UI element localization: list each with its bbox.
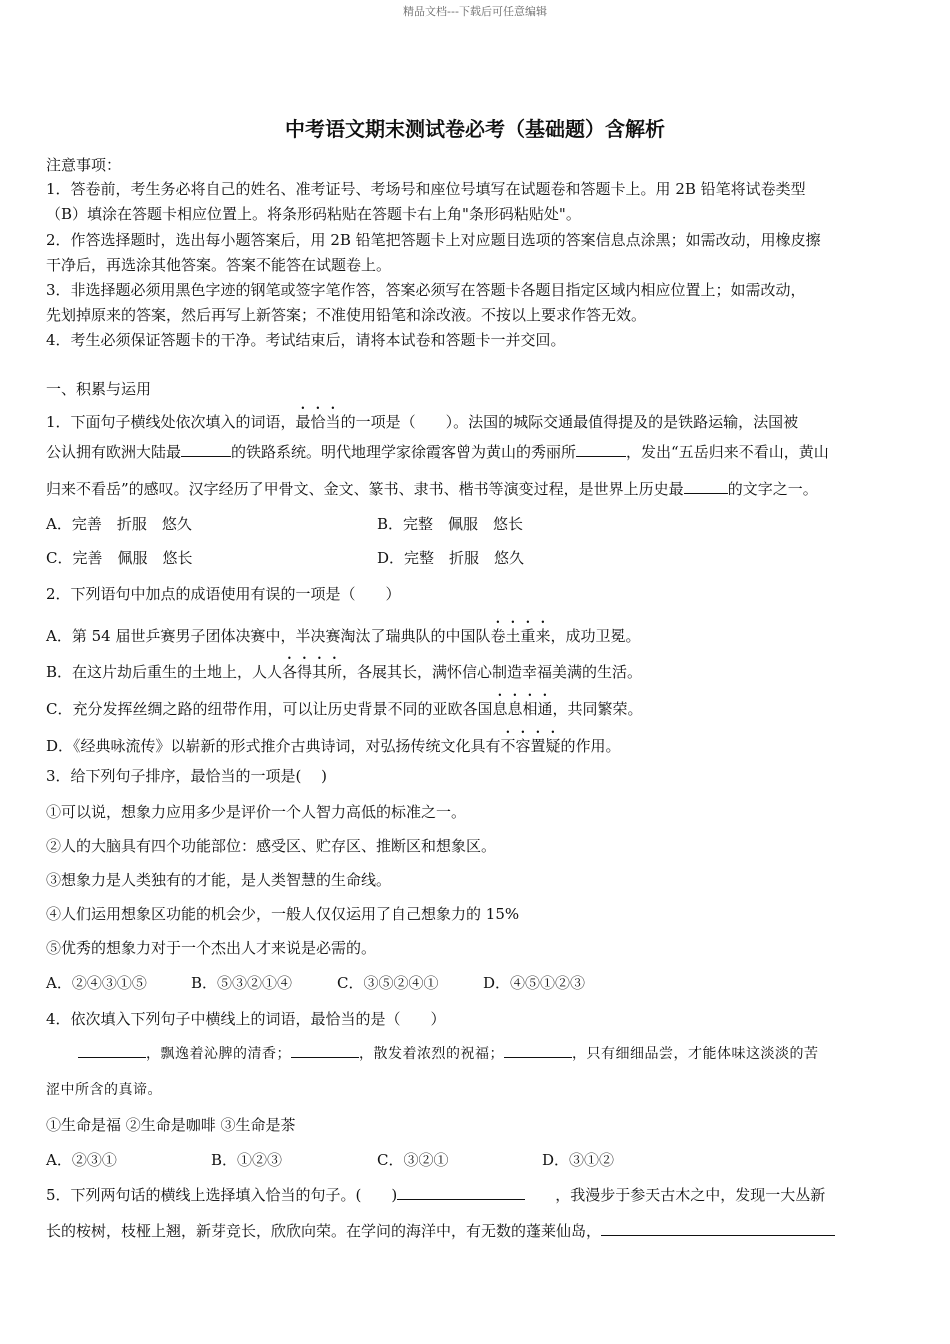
q1-text: 1．下面句子横线处依次填入的词语， — [46, 413, 296, 431]
notice-line-1: 1．答卷前，考生务必将自己的姓名、准考证号、考场号和座位号填写在试题卷和答题卡上。用 2B 铅笔将试卷类型 — [46, 180, 806, 198]
q4-items: ①生命是福 ②生命是咖啡 ③生命是茶 — [46, 1116, 296, 1134]
answer-blank — [291, 1043, 359, 1058]
answer-blank — [78, 1043, 146, 1058]
q4-passage-line-1 — [78, 1043, 819, 1063]
q3-sentence-5: ⑤优秀的想象力对于一个杰出人才来说是必需的。 — [46, 939, 377, 957]
q2-emphasis: 各得其所 — [282, 663, 343, 681]
notice-line-7: 4．考生必须保证答题卡的干净。考试结束后，请将本试卷和答题卡一并交回。 — [46, 331, 566, 349]
notice-line-5: 3．非选择题必须用黑色字迹的钢笔或签字笔作答，答案必须写在答题卡各题目指定区域内相应位置上；如需改动， — [46, 281, 806, 299]
q2-text: C．充分发挥丝绸之路的纽带作用，可以让历史背景不同的亚欧各国 — [46, 700, 493, 718]
q4-stem: 4．依次填入下列句子中横线上的词语，最恰当的是（ ） — [46, 1010, 446, 1028]
q4-option-c: C．③②① — [377, 1151, 449, 1169]
q1-emphasis: 最恰当 — [295, 413, 341, 431]
q1-text: 的一项是（ ）。法国的城际交通最值得提及的是铁路运输，法国被 — [340, 413, 799, 431]
notice-line-4: 干净后，再选涂其他答案。答案不能答在试题卷上。 — [46, 256, 392, 274]
q1-option-b: B．完整 佩服 悠长 — [377, 515, 524, 533]
q2-text: ，共同繁荣。 — [552, 700, 643, 718]
q2-text: D．《经典咏流传》以崭新的形式推介古典诗词，对弘扬传统文化具有 — [46, 737, 501, 755]
q1-option-d: D．完整 折服 悠久 — [377, 549, 525, 567]
q1-line-1 — [46, 404, 798, 432]
notice-heading: 注意事项： — [46, 156, 122, 174]
q1-option-a: A．完善 折服 悠久 — [46, 515, 192, 533]
notice-line-6: 先划掉原来的答案，然后再写上新答案；不准使用铅笔和涂改液。不按以上要求作答无效。 — [46, 306, 647, 324]
q3-option-a: A．②④③①⑤ — [46, 974, 147, 992]
notice-line-3: 2．作答选择题时，选出每小题答案后，用 2B 铅笔把答题卡上对应题目选项的答案信息点涂黑；如需改动，用橡皮擦 — [46, 231, 821, 249]
q2-stem: 2．下列语句中加点的成语使用有误的一项是（ ） — [46, 585, 401, 603]
q1-text: 归来不看岳”的感叹。汉字经历了甲骨文、金文、篆书、隶书、楷书等演变过程，是世界上历史最 — [46, 480, 684, 498]
answer-blank — [684, 478, 728, 494]
q3-option-c: C．③⑤②④① — [337, 974, 439, 992]
answer-blank — [504, 1043, 572, 1058]
q2-option-d — [46, 728, 621, 756]
answer-blank — [576, 441, 626, 457]
header-watermark: 精品文档---下载后可任意编辑 — [403, 5, 547, 18]
q4-text: ，散发着浓烈的祝福； — [359, 1046, 504, 1062]
answer-blank — [601, 1220, 835, 1236]
section-heading: 一、积累与运用 — [46, 380, 152, 398]
q1-line-2 — [46, 441, 829, 462]
q4-text: ，飘逸着沁脾的清香； — [146, 1046, 291, 1062]
q2-text: ，成功卫冕。 — [550, 627, 641, 645]
q5-text: ，我漫步于参天古木之中，发现一大丛新 — [555, 1186, 826, 1204]
q3-option-b: B．⑤③②①④ — [191, 974, 293, 992]
q3-sentence-4: ④人们运用想象区功能的机会少，一般人仅仅运用了自己想象力的 15% — [46, 905, 520, 923]
q2-emphasis: 不容置疑 — [500, 737, 561, 755]
q2-option-b — [46, 654, 642, 682]
q2-text: 的作用。 — [560, 737, 621, 755]
notice-line-2: （B）填涂在答题卡相应位置上。将条形码粘贴在答题卡右上角"条形码粘贴处"。 — [46, 205, 581, 223]
q5-text: 5．下列两句话的横线上选择填入恰当的句子。( ) — [46, 1186, 398, 1204]
q1-option-c: C．完善 佩服 悠长 — [46, 549, 193, 567]
q3-sentence-2: ②人的大脑具有四个功能部位：感受区、贮存区、推断区和想象区。 — [46, 837, 497, 855]
q2-text: ，各展其长，满怀信心制造幸福美满的生活。 — [342, 663, 643, 681]
q4-option-d: D．③①② — [542, 1151, 615, 1169]
q1-text: 的文字之一。 — [727, 480, 818, 498]
q3-stem: 3．给下列句子排序，最恰当的一项是( ) — [46, 767, 328, 785]
answer-blank — [181, 441, 231, 457]
q3-sentence-3: ③想象力是人类独有的才能，是人类智慧的生命线。 — [46, 871, 392, 889]
q4-option-b: B．①②③ — [211, 1151, 283, 1169]
q5-text: 长的桉树，枝桠上翘，新芽竞长，欣欣向荣。在学问的海洋中，有无数的蓬莱仙岛， — [46, 1222, 602, 1240]
answer-blank — [397, 1184, 525, 1200]
q2-option-a — [46, 618, 641, 646]
doc-title: 中考语文期末测试卷必考（基础题）含解析 — [285, 117, 665, 141]
q2-emphasis: 息息相通 — [492, 700, 553, 718]
q5-line-2 — [46, 1220, 835, 1241]
q4-text: ，只有细细品尝，才能体味这淡淡的苦 — [572, 1046, 819, 1062]
q2-text: A．第 54 届世乒赛男子团体决赛中，半决赛淘汰了瑞典队的中国队 — [46, 627, 491, 645]
q3-sentence-1: ①可以说，想象力应用多少是评价一个人智力高低的标准之一。 — [46, 803, 467, 821]
q2-text: B．在这片劫后重生的土地上，人人 — [46, 663, 283, 681]
q1-line-3 — [46, 478, 818, 499]
q4-option-a: A．②③① — [46, 1151, 117, 1169]
q3-option-d: D．④⑤①②③ — [483, 974, 586, 992]
q2-option-c — [46, 691, 643, 719]
q2-emphasis: 卷土重来 — [490, 627, 551, 645]
q4-passage-line-2: 涩中所含的真谛。 — [46, 1082, 162, 1098]
q1-text: ，发出“五岳归来不看山，黄山 — [626, 443, 829, 461]
q1-text: 的铁路系统。明代地理学家徐霞客曾为黄山的秀丽所 — [231, 443, 577, 461]
q1-text: 公认拥有欧洲大陆最 — [46, 443, 182, 461]
q5-line-1 — [46, 1184, 825, 1205]
